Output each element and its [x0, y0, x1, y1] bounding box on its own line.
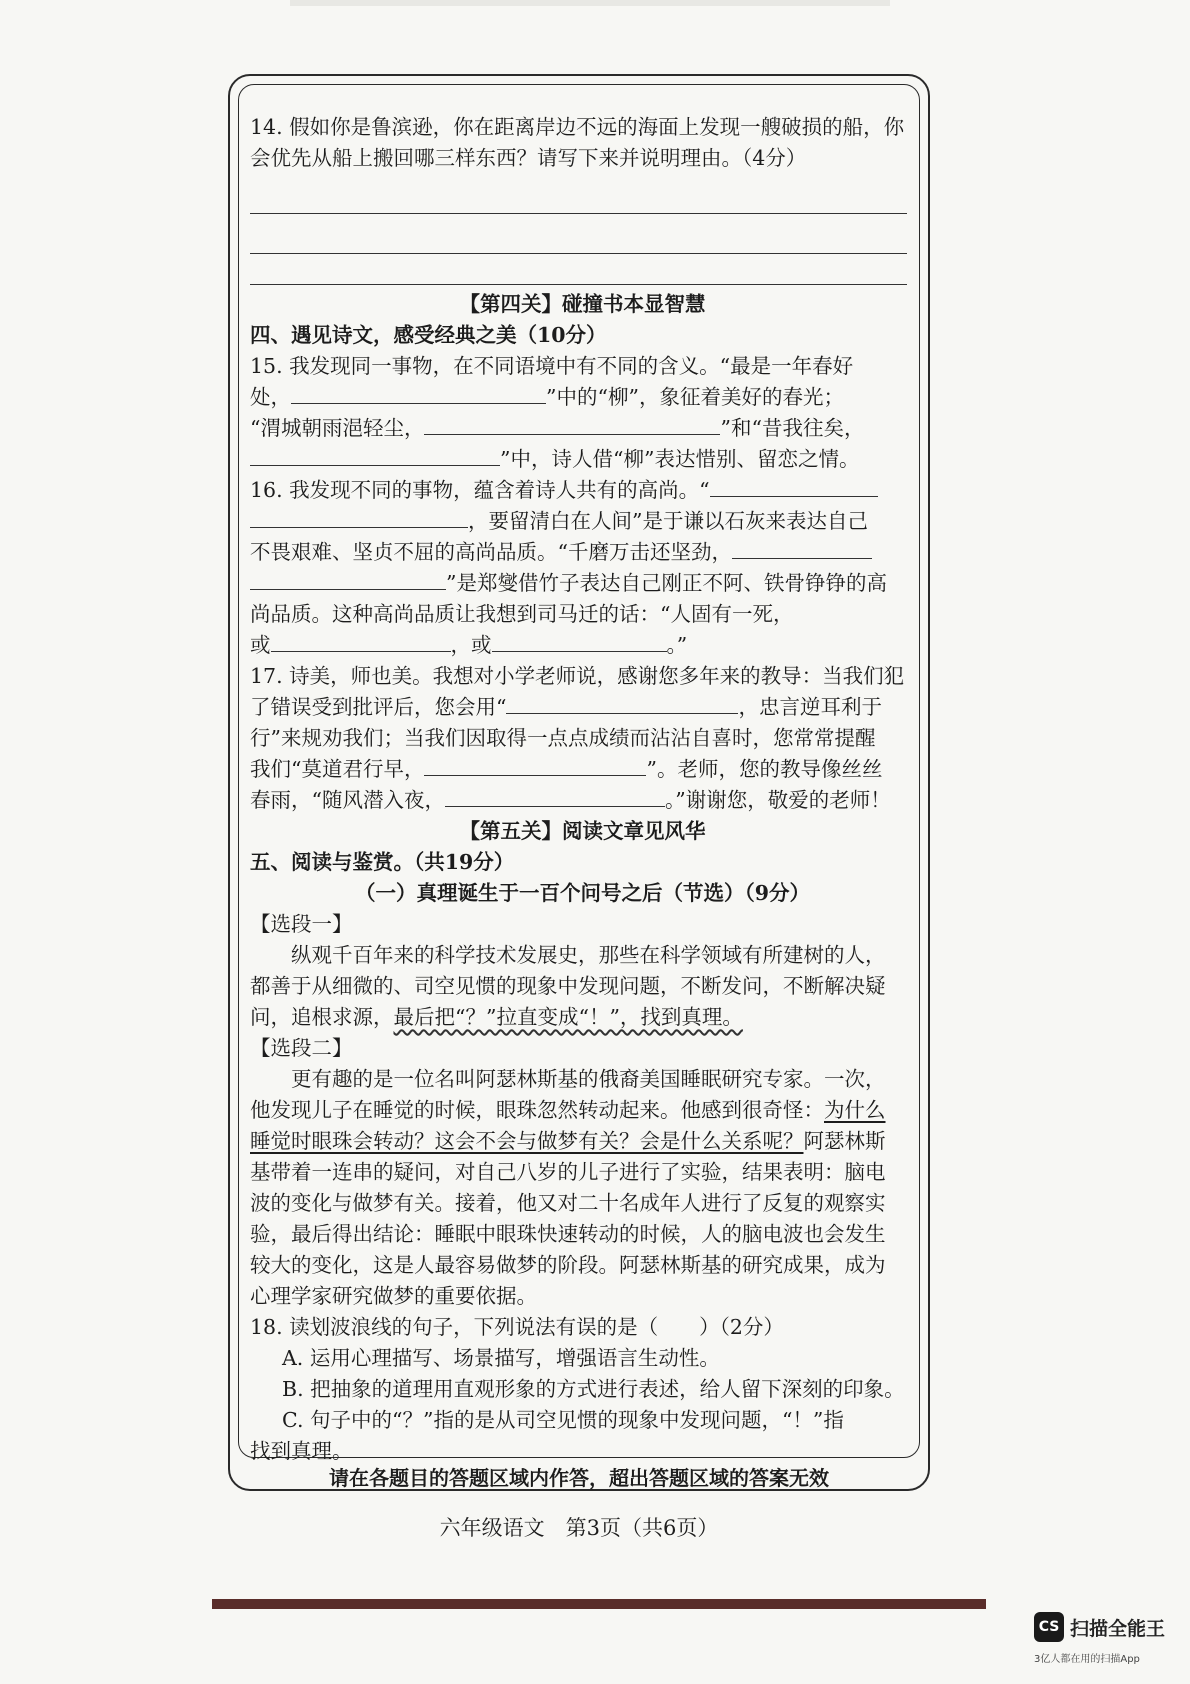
- text: ”中的“柳”，象征着美好的春光；: [546, 385, 844, 409]
- blank[interactable]: [506, 693, 738, 714]
- section5-title: 五、阅读与鉴赏。（共19分）: [250, 850, 515, 874]
- camscanner-logo-icon: CS: [1034, 1612, 1064, 1642]
- seg2-line8: 心理学家研究做梦的重要依据。: [250, 1284, 537, 1308]
- text: ”是郑燮借竹子表达自己刚正不阿、铁骨铮铮的高: [446, 571, 887, 595]
- answer-area-notice: 请在各题目的答题区域内作答，超出答题区域的答案无效: [329, 1466, 829, 1490]
- text: ”中，诗人借“柳”表达惜别、留恋之情。: [500, 447, 860, 471]
- q17-line5: [250, 785, 915, 816]
- seg2-line4: 基带着一连串的疑问，对自己八岁的儿子进行了实验，结果表明：脑电: [250, 1160, 886, 1184]
- answer-line[interactable]: [250, 214, 907, 254]
- section4-title: 四、遇见诗文，感受经典之美（10分）: [250, 323, 607, 347]
- text: 。”谢谢您，敬爱的老师！: [664, 788, 891, 812]
- q18-option-b[interactable]: B. 把抽象的道理用直观形象的方式进行表述，给人留下深刻的印象。: [282, 1377, 905, 1401]
- seg1-line3: [250, 1002, 915, 1033]
- underlined-sentence: 睡觉时眼珠会转动？这会不会与做梦有关？会是什么关系呢？: [250, 1129, 804, 1153]
- q17-line3: 行”来规劝我们；当我们因取得一点点成绩而沾沾自喜时，您常常提醒: [250, 726, 876, 750]
- page-content: [250, 112, 915, 1467]
- q17-line2: [250, 692, 915, 723]
- watermark-name: 扫描全能王: [1070, 1618, 1166, 1640]
- text: ，要留清白在人间”是于谦以石灰来表达自己: [468, 509, 868, 533]
- answer-line[interactable]: [250, 254, 907, 285]
- blank[interactable]: [445, 786, 665, 807]
- seg1-line2: 都善于从细微的、司空见惯的现象中发现问题，不断发问，不断解决疑: [250, 974, 886, 998]
- text: 阿瑟林斯: [803, 1129, 886, 1153]
- text: “渭城朝雨浥轻尘，: [250, 416, 425, 440]
- q17-line1: 17. 诗美，师也美。我想对小学老师说，感谢您多年来的教导：当我们犯: [250, 664, 905, 688]
- text: 我们“莫道君行早，: [250, 757, 425, 781]
- text: 不畏艰难、坚贞不屈的高尚品质。“千磨万击还坚劲，: [250, 540, 732, 564]
- scan-edge: [290, 0, 890, 6]
- text: ”和“昔我往矣，: [720, 416, 865, 440]
- wavy-underlined-sentence: 最后把“？”拉直变成“！”，找到真理。: [393, 1005, 743, 1029]
- underlined-sentence: 为什么: [824, 1098, 886, 1122]
- page-number: 六年级语文 第3页（共6页）: [439, 1516, 719, 1540]
- q18-stem: 18. 读划波浪线的句子，下列说法有误的是（ ）（2分）: [250, 1315, 784, 1339]
- passage1-title: （一）真理诞生于一百个问号之后（节选）（9分）: [354, 881, 810, 905]
- seg1-line1: 纵观千百年来的科学技术发展史，那些在科学领域有所建树的人，: [291, 943, 886, 967]
- q16-line4: [250, 568, 915, 599]
- q15-line4: [250, 444, 915, 475]
- q14-line2: 会优先从船上搬回哪三样东西？请写下来并说明理由。（4分）: [250, 146, 807, 170]
- q18-option-c-cont: 找到真理。: [250, 1439, 353, 1463]
- text: 问，追根求源，: [250, 1005, 394, 1029]
- text: 处，: [250, 385, 291, 409]
- q18-option-a[interactable]: A. 运用心理描写、场景描写，增强语言生动性。: [282, 1346, 720, 1370]
- text: ，或: [450, 633, 492, 657]
- watermark-subtitle: 3亿人都在用的扫描App: [1034, 1654, 1140, 1665]
- level5-title: 【第五关】阅读文章见风华: [459, 819, 706, 843]
- blank[interactable]: [710, 476, 878, 497]
- q15-line2: [250, 382, 915, 413]
- page-bottom-edge: [212, 1599, 986, 1609]
- blank[interactable]: [492, 631, 667, 652]
- blank[interactable]: [271, 631, 451, 652]
- q16-line3: [250, 537, 915, 568]
- blank[interactable]: [424, 755, 646, 776]
- q15-line1: 15. 我发现同一事物，在不同语境中有不同的含义。“最是一年春好: [250, 354, 854, 378]
- text: 16. 我发现不同的事物，蕴含着诗人共有的高尚。“: [250, 478, 710, 502]
- seg2-line3: [250, 1126, 915, 1157]
- seg2-line2: [250, 1095, 915, 1126]
- seg2-line6: 验，最后得出结论：睡眠中眼珠快速转动的时候，人的脑电波也会发生: [250, 1222, 886, 1246]
- seg2-line5: 波的变化与做梦有关。接着，他又对二十名成年人进行了反复的观察实: [250, 1191, 886, 1215]
- q16-line5: 尚品质。这种高尚品质让我想到司马迁的话：“人固有一死，: [250, 602, 794, 626]
- level4-title: 【第四关】碰撞书本显智慧: [459, 292, 706, 316]
- scanner-watermark: [1034, 1608, 1184, 1668]
- blank[interactable]: [250, 507, 468, 528]
- text: 或: [250, 633, 271, 657]
- text: ”。老师，您的教导像丝丝: [646, 757, 883, 781]
- blank[interactable]: [250, 569, 446, 590]
- seg2-line7: 较大的变化，这是人最容易做梦的阶段。阿瑟林斯基的研究成果，成为: [250, 1253, 886, 1277]
- seg2-label: 【选段二】: [250, 1036, 353, 1060]
- text: 春雨，“随风潜入夜，: [250, 788, 445, 812]
- text: 。”: [666, 633, 688, 657]
- blank[interactable]: [424, 414, 720, 435]
- q16-line2: [250, 506, 915, 537]
- blank[interactable]: [732, 538, 872, 559]
- seg2-line1: 更有趣的是一位名叫阿瑟林斯基的俄裔美国睡眠研究专家。一次，: [291, 1067, 886, 1091]
- blank[interactable]: [250, 445, 500, 466]
- q17-line4: [250, 754, 915, 785]
- text: ，忠言逆耳利于: [738, 695, 882, 719]
- answer-line[interactable]: [250, 174, 907, 214]
- blank[interactable]: [291, 383, 546, 404]
- q14-line1: 14. 假如你是鲁滨逊，你在距离岸边不远的海面上发现一艘破损的船，你: [250, 115, 905, 139]
- q18-option-c[interactable]: C. 句子中的“？”指的是从司空见惯的现象中发现问题，“！”指: [282, 1408, 844, 1432]
- q15-line3: [250, 413, 915, 444]
- text: 了错误受到批评后，您会用“: [250, 695, 507, 719]
- seg1-label: 【选段一】: [250, 912, 353, 936]
- q16-line6: [250, 630, 915, 661]
- q16-line1: [250, 475, 915, 506]
- text: 他发现儿子在睡觉的时候，眼珠忽然转动起来。他感到很奇怪：: [250, 1098, 824, 1122]
